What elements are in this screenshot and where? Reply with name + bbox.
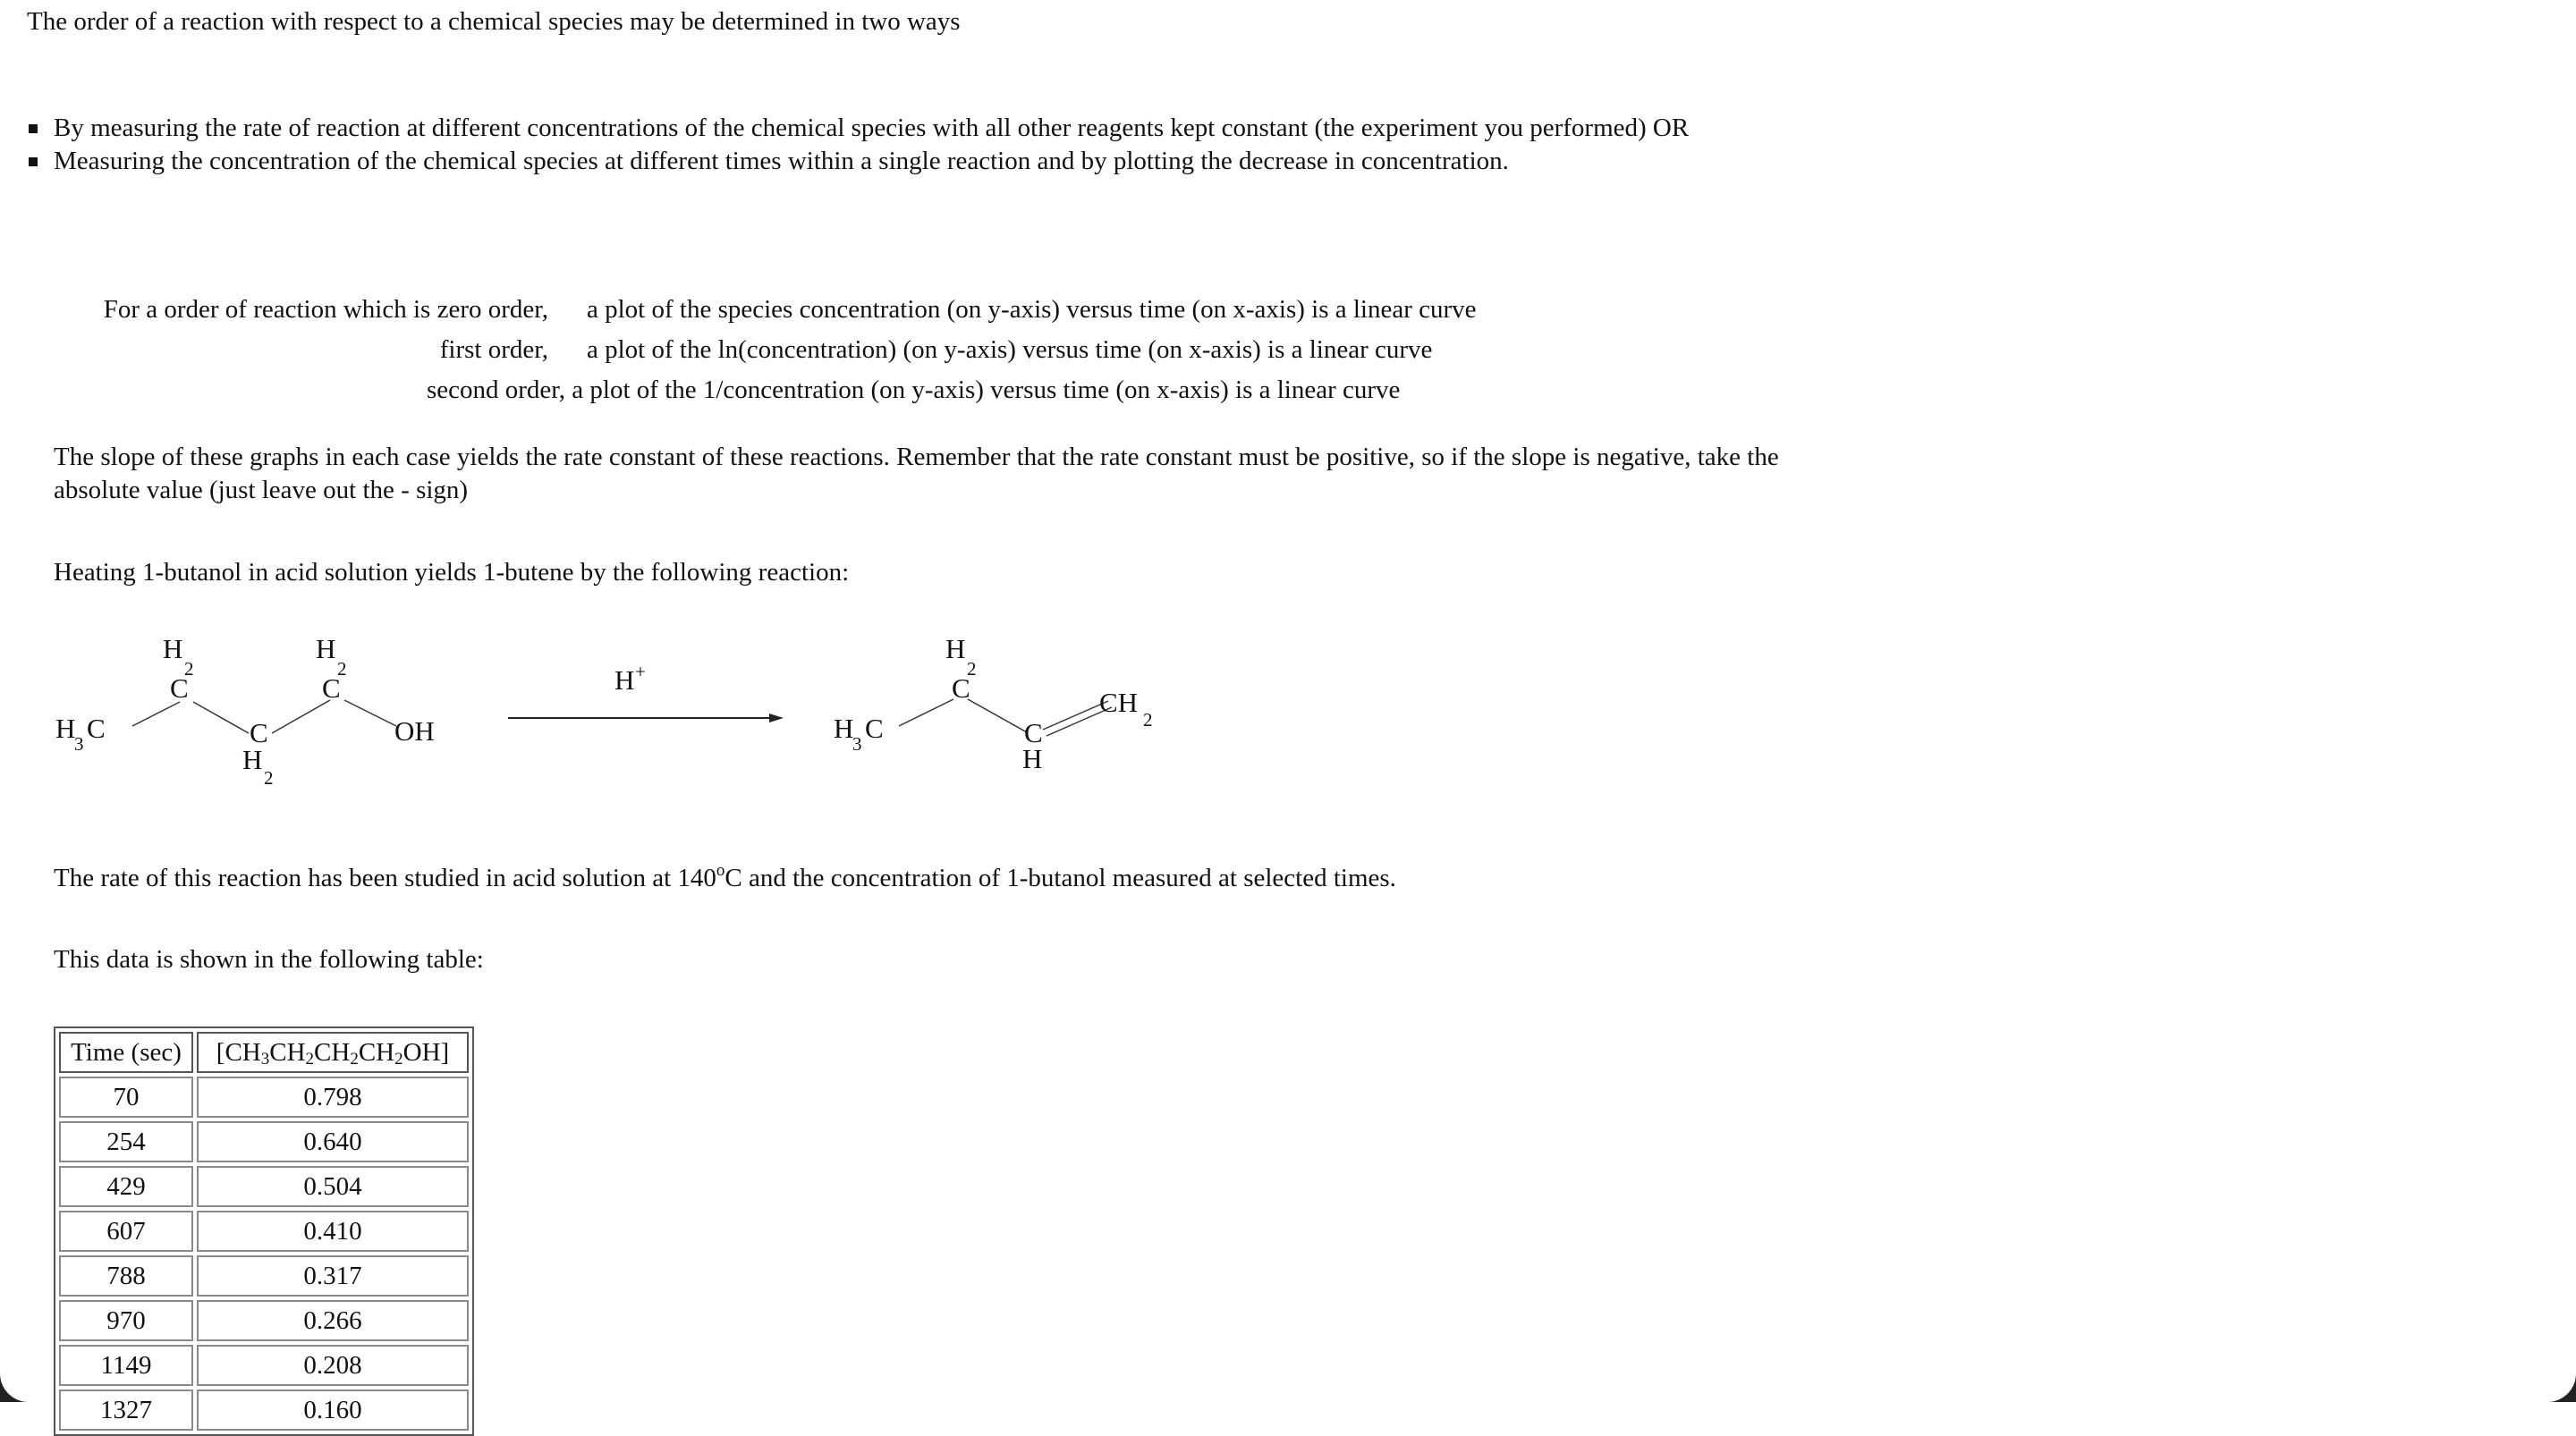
second-order-description: second order, a plot of the 1/concentration (on y-axis) versus time (on x-axis) is a linear curve (427, 376, 1401, 404)
table-row (59, 1166, 469, 1207)
product-methylene-label: CH (1099, 687, 1139, 718)
acid-catalyst-charge: + (635, 661, 646, 682)
rate-description (54, 862, 1396, 895)
concentration-cell: 0.504 (197, 1166, 469, 1207)
acid-catalyst-label: H (614, 664, 635, 696)
method-item (27, 145, 1726, 178)
reaction-order-summary (59, 293, 1669, 410)
product-carbon-label: C (952, 672, 970, 704)
method-text: By measuring the rate of reaction at different concentrations of the chemical species with all other reagents kept constant (the experiment you performed) OR (54, 114, 1690, 142)
reactant-hydrogen-label: H (316, 633, 336, 664)
reactant-subscript: 2 (337, 658, 347, 680)
butanol-concentration-table (54, 1026, 474, 1436)
table-row (59, 1345, 469, 1386)
reactant-hydrogen-label: H (163, 633, 183, 664)
reaction-scheme-svg (36, 626, 1216, 805)
time-cell: 70 (59, 1077, 193, 1118)
reactant-methyl-hydrogen: H (55, 713, 76, 744)
product-bond-1 (899, 699, 953, 726)
time-cell: 1327 (59, 1390, 193, 1431)
reactant-bond-3 (272, 700, 330, 733)
table-row (59, 1121, 469, 1162)
concentration-cell: 0.266 (197, 1300, 469, 1341)
product-methyl-carbon: C (865, 713, 884, 744)
degree-symbol: o (716, 861, 725, 880)
arrow-icon (769, 714, 784, 722)
intro-text: The order of a reaction with respect to a chemical species may be determined in two ways (27, 7, 961, 36)
reactant-methyl-subscript: 3 (74, 733, 84, 755)
table-row (59, 1255, 469, 1297)
reactant-bond-4 (344, 700, 396, 726)
method-list (27, 112, 1726, 178)
table-introduction: This data is shown in the following table: (54, 945, 484, 974)
product-bond-2 (968, 699, 1027, 732)
method-text: Measuring the concentration of the chemical species at different times within a single reaction and by plotting the decrease in concentration. (54, 147, 1509, 175)
time-column-header: Time (sec) (59, 1032, 193, 1073)
product-hydrogen-label: H (1022, 743, 1043, 774)
table-header-row (59, 1032, 469, 1073)
concentration-cell: 0.208 (197, 1345, 469, 1386)
time-cell: 429 (59, 1166, 193, 1207)
concentration-cell: 0.410 (197, 1211, 469, 1252)
time-cell: 788 (59, 1255, 193, 1297)
concentration-cell: 0.798 (197, 1077, 469, 1118)
slope-explanation: The slope of these graphs in each case yields the rate constant of these reactions. Remember that the rate constant must be positive, so if the slope is negative, take the absolute value (just leave out the - sign) (54, 443, 1779, 504)
rate-text-after: C and the concentration of 1-butanol measured at selected times. (724, 864, 1396, 892)
first-order-description: a plot of the ln(concentration) (on y-axis) versus time (on x-axis) is a linear curve (587, 335, 1433, 364)
reaction-scheme (36, 626, 1216, 805)
product-hydrogen-label: H (945, 633, 966, 664)
zero-order-label: For a order of reaction which is zero order, (103, 295, 548, 324)
method-item (27, 112, 1726, 145)
time-cell: 970 (59, 1300, 193, 1341)
first-order-label: first order, (439, 335, 548, 364)
time-cell: 607 (59, 1211, 193, 1252)
concentration-cell: 0.640 (197, 1121, 469, 1162)
product-methylene-subscript: 2 (1143, 709, 1153, 731)
reactant-subscript: 2 (184, 658, 194, 680)
reactant-hydrogen-label: H (242, 744, 263, 775)
table-row (59, 1300, 469, 1341)
reactant-bond-1 (132, 702, 180, 726)
time-cell: 1149 (59, 1345, 193, 1386)
table-row (59, 1211, 469, 1252)
reactant-carbon-label: C (250, 717, 268, 748)
product-subscript: 2 (967, 658, 977, 680)
reactant-subscript: 2 (264, 767, 274, 789)
square-bullet-icon (29, 157, 38, 166)
zero-order-description: a plot of the species concentration (on y-axis) versus time (on x-axis) is a linear curve (587, 295, 1477, 324)
concentration-column-header: $[CH_3CH_2CH_2CH_2OH]$ (197, 1032, 469, 1073)
square-bullet-icon (29, 124, 38, 133)
concentration-cell: 0.160 (197, 1390, 469, 1431)
reactant-bond-2 (193, 702, 249, 733)
window-corner-left (0, 1373, 29, 1402)
hydroxyl-group-label: OH (394, 715, 435, 747)
table-row (59, 1077, 469, 1118)
concentration-cell: 0.317 (197, 1255, 469, 1297)
window-corner-right (2547, 1373, 2576, 1402)
rate-text-before: The rate of this reaction has been studied in acid solution at 140 (54, 864, 716, 892)
time-cell: 254 (59, 1121, 193, 1162)
reactant-carbon-label: C (170, 672, 189, 704)
reaction-intro: Heating 1-butanol in acid solution yields 1-butene by the following reaction: (54, 558, 850, 587)
product-carbon-label: C (1024, 717, 1043, 748)
product-methyl-subscript: 3 (852, 733, 862, 755)
product-methyl-hydrogen: H (834, 713, 854, 744)
table-row (59, 1390, 469, 1431)
reactant-methyl-carbon: C (87, 713, 106, 744)
reactant-carbon-label: C (322, 672, 341, 704)
